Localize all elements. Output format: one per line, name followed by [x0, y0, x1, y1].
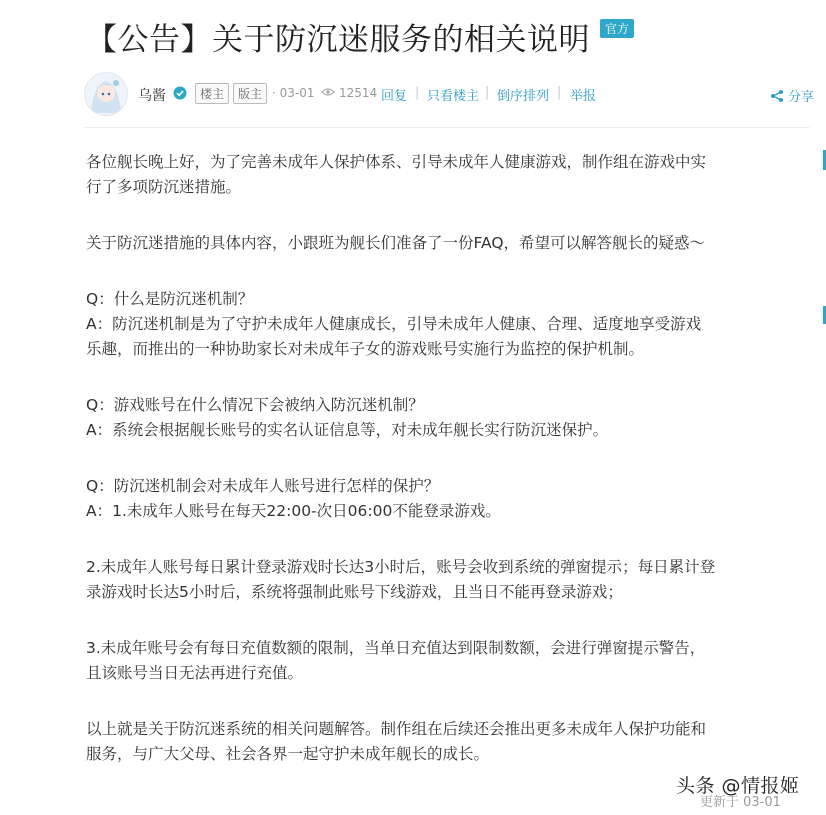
divider — [84, 127, 810, 128]
answer: A：1.未成年人账号在每天22:00-次日06:00不能登录游戏。 — [86, 502, 501, 520]
question: Q：什么是防沉迷机制？ — [86, 290, 254, 308]
reverse-order-link[interactable]: 倒序排列 — [497, 89, 550, 104]
paragraph: 录游戏时长达5小时后，系统将强制此账号下线游戏，且当日不能再登录游戏； — [86, 583, 623, 601]
verified-icon — [173, 86, 187, 100]
paragraph: 服务，与广大父母、社会各界一起守护未成年舰长的成长。 — [86, 745, 490, 763]
only-op-link[interactable]: 只看楼主 — [427, 89, 480, 104]
view-count: 12514 — [339, 86, 378, 100]
post-date: · 03-01 — [272, 86, 315, 100]
report-link[interactable]: 举报 — [570, 89, 597, 104]
separator: | — [485, 85, 490, 100]
question: Q：防沉迷机制会对未成年人账号进行怎样的保护？ — [86, 477, 440, 495]
paragraph: 且该账号当日无法再进行充值。 — [86, 664, 304, 682]
answer: A：防沉迷机制是为了守护未成年人健康成长，引导未成年人健康、合理、适度地享受游戏 — [86, 315, 702, 333]
paragraph: 各位舰长晚上好，为了完善未成年人保护体系、引导未成年人健康游戏，制作组在游戏中实 — [86, 153, 707, 171]
author-name[interactable]: 乌酱 — [138, 88, 166, 104]
share-button[interactable] — [770, 86, 814, 105]
separator: | — [557, 85, 562, 100]
reply-link[interactable]: 回复 — [381, 89, 408, 104]
watermark: 头条 @情报姬 — [676, 775, 800, 797]
paragraph: 3.未成年账号会有每日充值数额的限制，当单日充值达到限制数额，会进行弹窗提示警告， — [86, 639, 706, 657]
moderator-tag: 版主 — [233, 83, 267, 104]
eye-icon — [321, 87, 335, 97]
update-time: 更新于 03-01 — [700, 795, 781, 810]
share-label: 分享 — [787, 90, 814, 105]
share-icon — [770, 89, 784, 103]
answer: 乐趣，而推出的一种协助家长对未成年子女的游戏账号实施行为监控的保护机制。 — [86, 340, 645, 358]
post-content — [86, 150, 811, 767]
avatar[interactable] — [84, 72, 128, 116]
answer: A：系统会根据舰长账号的实名认证信息等，对未成年舰长实行防沉迷保护。 — [86, 421, 609, 439]
paragraph: 2.未成年人账号每日累计登录游戏时长达3小时后，账号会收到系统的弹窗提示；每日累计登 — [86, 558, 716, 576]
post-title: 【公告】关于防沉迷服务的相关说明 — [86, 22, 590, 58]
paragraph: 行了多项防沉迷措施。 — [86, 178, 242, 196]
post-meta — [84, 72, 814, 116]
separator: | — [415, 85, 420, 100]
paragraph: 关于防沉迷措施的具体内容，小跟班为舰长们准备了一份FAQ，希望可以解答舰长的疑惑～ — [86, 234, 706, 252]
paragraph: 以上就是关于防沉迷系统的相关问题解答。制作组在后续还会推出更多未成年人保护功能和 — [86, 720, 707, 738]
post-title-row — [86, 14, 634, 59]
question: Q：游戏账号在什么情况下会被纳入防沉迷机制？ — [86, 396, 424, 414]
op-tag: 楼主 — [195, 83, 229, 104]
official-badge: 官方 — [600, 19, 634, 38]
